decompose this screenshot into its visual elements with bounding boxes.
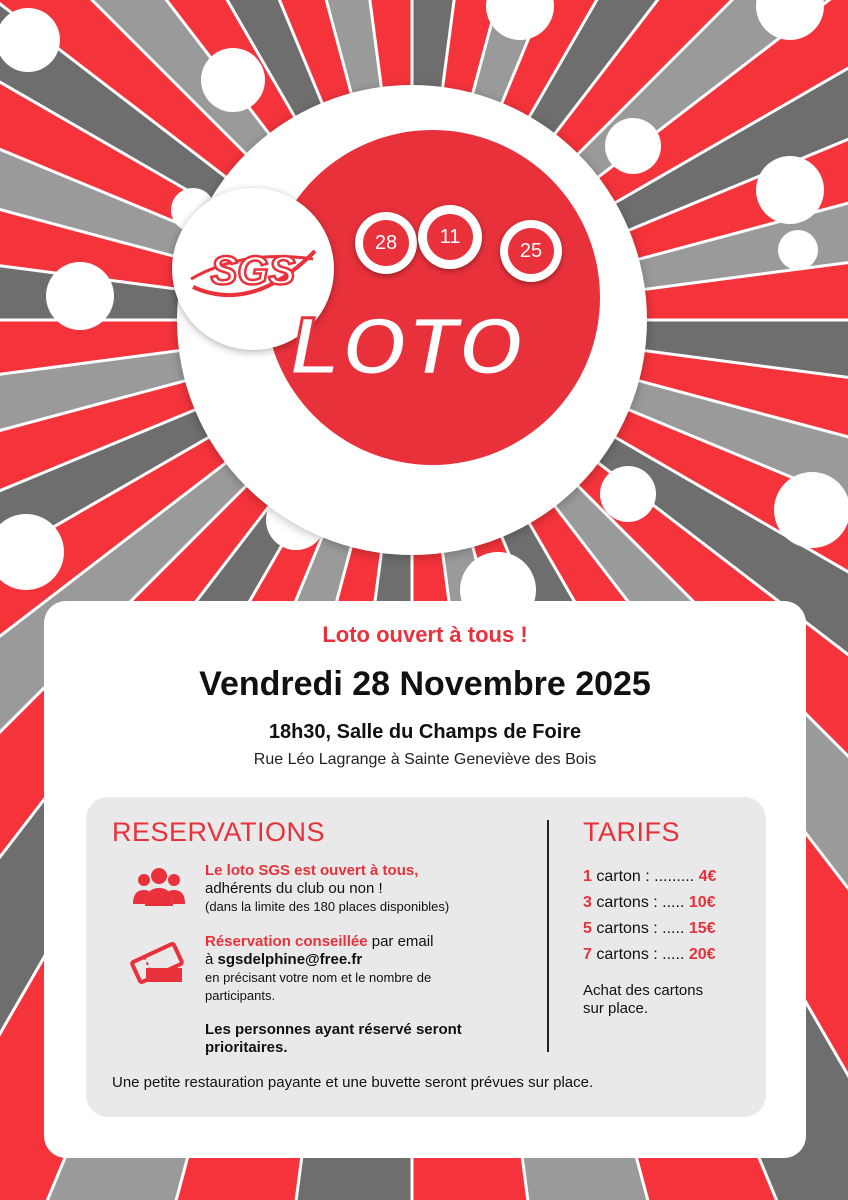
event-place: 18h30, Salle du Champs de Foire: [268, 721, 582, 743]
sgs-swoosh-icon: [183, 229, 323, 309]
sgs-logo-text: SGS: [210, 249, 296, 293]
members-line: adhérents du club ou non !: [205, 880, 383, 897]
places-limit: (dans la limite des 180 places disponibles): [205, 899, 450, 914]
reservation-advice: [205, 933, 525, 1005]
open-to-all-text: [205, 862, 535, 916]
advice-red: Réservation conseillée: [205, 933, 368, 950]
tarifs-title: TARIFS: [583, 817, 680, 847]
priority-note: Les personnes ayant réservé seront prioritaires.: [205, 1021, 462, 1056]
contact-email[interactable]: sgsdelphine@free.fr: [217, 951, 363, 968]
date-ball-month: 11: [418, 205, 482, 269]
decor-dot: [778, 230, 818, 270]
email-prefix: à: [205, 951, 218, 968]
open-to-all-heading: Loto ouvert à tous !: [322, 622, 528, 647]
event-address: Rue Léo Lagrange à Sainte Geneviève des Bois: [253, 751, 597, 768]
decor-dot: [46, 262, 114, 330]
loto-title: LOTO: [290, 301, 525, 392]
column-divider: [547, 820, 549, 1052]
tarif-row: 3 cartons : ..... 10€: [583, 894, 716, 911]
tarif-row: 1 carton : ......... 4€: [583, 868, 717, 885]
decor-dot: [774, 472, 848, 548]
advice-after: par email: [367, 933, 434, 950]
reservations-title: RESERVATIONS: [112, 817, 326, 847]
decor-dot: [201, 48, 265, 112]
advice-detail-2: participants.: [205, 988, 276, 1003]
cards-on-site-note: Achat des cartons sur place.: [583, 982, 704, 1017]
date-ball-day: 28: [355, 212, 417, 274]
tarif-row: 7 cartons : ..... 20€: [583, 946, 716, 963]
advice-detail-1: en précisant votre nom et le nombre de: [205, 970, 432, 985]
ticket-icon: [128, 940, 186, 986]
tarif-row: 5 cartons : ..... 15€: [583, 920, 716, 937]
decor-dot: [600, 466, 656, 522]
date-ball-year: 25: [500, 220, 562, 282]
refreshments-note: Une petite restauration payante et une buvette seront prévues sur place.: [112, 1074, 594, 1091]
open-to-all-red: Le loto SGS est ouvert à tous,: [205, 862, 419, 879]
decor-dot: [605, 118, 661, 174]
decor-dot: [756, 156, 824, 224]
event-date: Vendredi 28 Novembre 2025: [199, 665, 651, 703]
people-group-icon: [132, 866, 186, 910]
